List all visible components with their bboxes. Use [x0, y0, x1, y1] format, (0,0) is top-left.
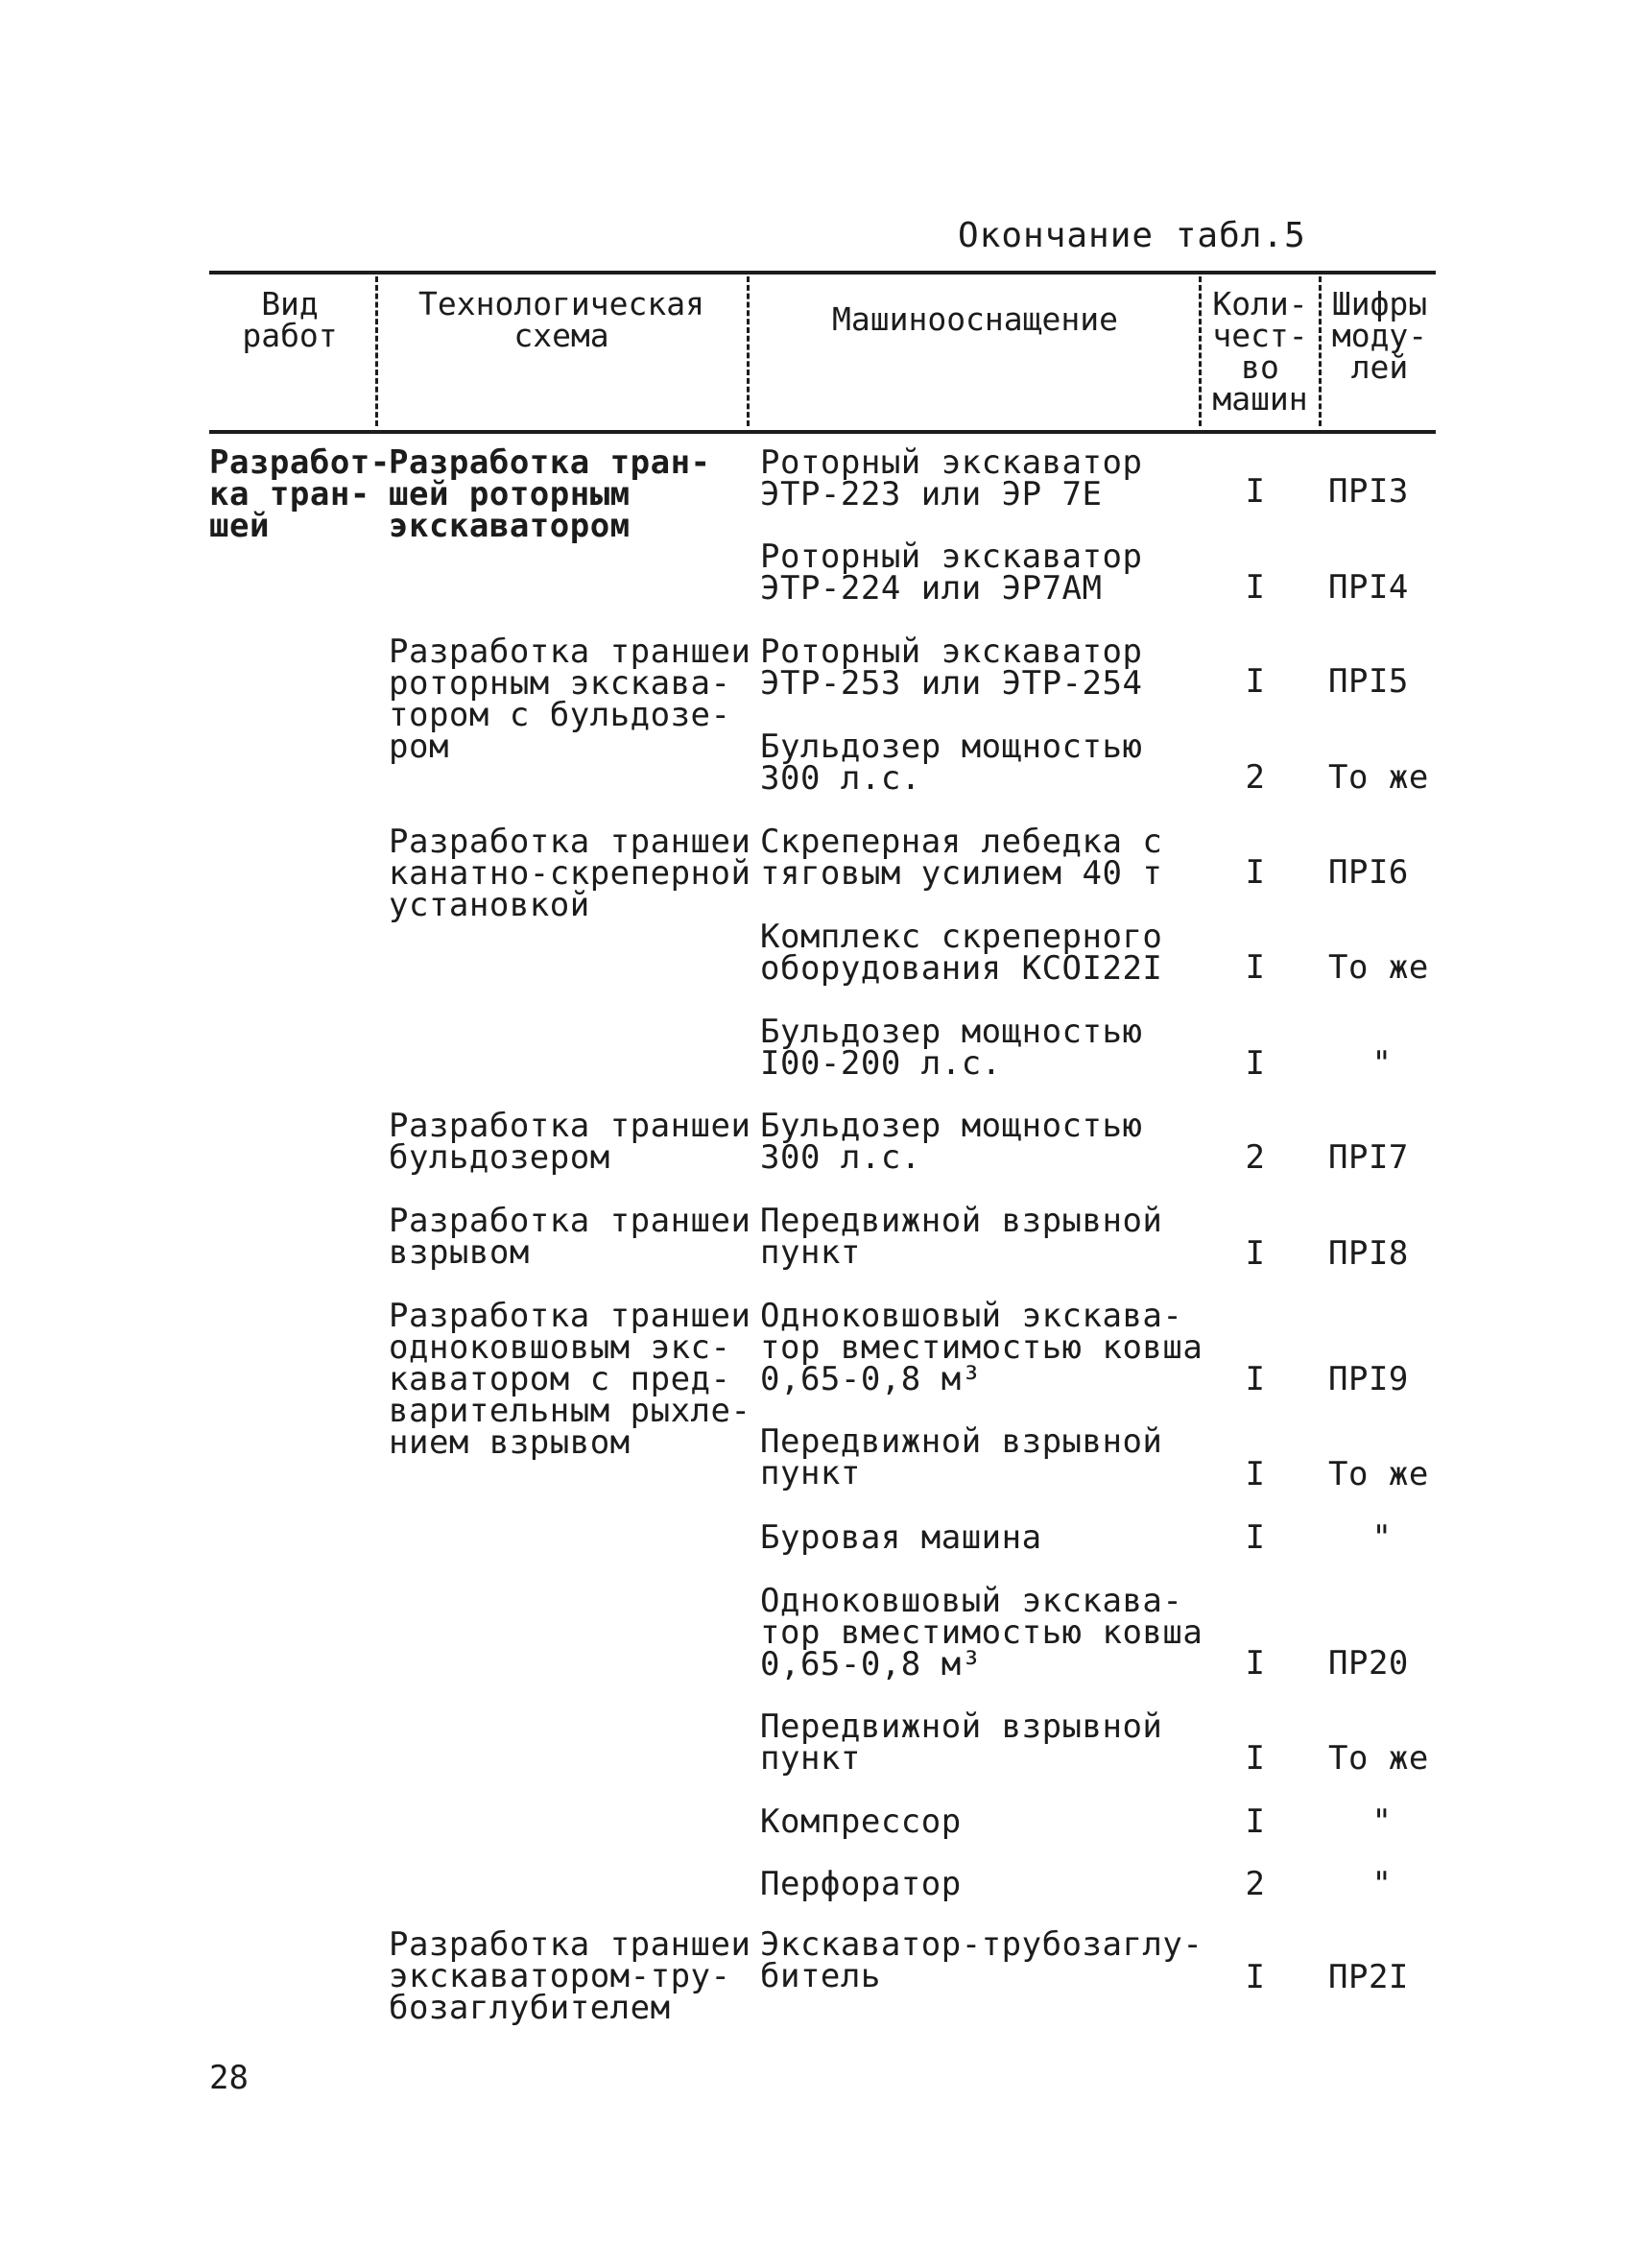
equipment-cell: Роторный экскаватор ЭТР-224 или ЭР7АМ [760, 537, 1143, 608]
header-separator-1 [375, 276, 378, 426]
equipment-cell: Перфоратор [760, 1865, 962, 1903]
table-top-rule [209, 271, 1436, 275]
count-cell: I [1245, 1455, 1266, 1493]
scheme-cell: Разработка тран- шей роторным экскаватором [389, 443, 711, 545]
equipment-cell: Одноковшовый экскава- тор вместимостью ковша 0,65-0,8 м³ [760, 1582, 1203, 1683]
code-cell: ПРI6 [1328, 853, 1409, 892]
header-codes: Шифры моду- лей [1331, 285, 1428, 386]
count-cell: 2 [1245, 1138, 1266, 1177]
code-cell: ПРI3 [1328, 472, 1409, 511]
equipment-cell: Передвижной взрывной пункт [760, 1422, 1163, 1492]
table-header-rule [209, 430, 1436, 434]
equipment-cell: Экскаватор-трубозаглу- битель [760, 1925, 1203, 1995]
code-cell: " [1371, 1802, 1393, 1841]
header-separator-3 [1199, 276, 1202, 426]
equipment-cell: Передвижной взрывной пункт [760, 1202, 1163, 1272]
count-cell: 2 [1245, 1865, 1266, 1903]
scheme-cell: Разработка траншеи роторным экскава- тором с бульдозе- ром [389, 633, 751, 766]
count-cell: I [1245, 853, 1266, 892]
code-cell: ПР2I [1328, 1958, 1409, 1996]
page-number: 28 [209, 2059, 249, 2097]
code-cell: ПРI8 [1328, 1234, 1409, 1273]
code-cell: ПРI7 [1328, 1138, 1409, 1177]
scheme-cell: Разработка траншеи бульдозером [389, 1107, 751, 1177]
count-cell: I [1245, 472, 1266, 511]
code-cell: " [1371, 1518, 1393, 1557]
code-cell: ПР20 [1328, 1644, 1409, 1683]
scheme-cell: Разработка траншеи канатно-скреперной установкой [389, 823, 751, 924]
count-cell: I [1245, 1234, 1266, 1273]
count-cell: I [1245, 568, 1266, 607]
count-cell: I [1245, 662, 1266, 701]
code-cell: То же [1328, 948, 1429, 987]
code-cell: ПРI5 [1328, 662, 1409, 701]
header-work-type: Вид работ [242, 285, 338, 354]
header-separator-2 [747, 276, 750, 426]
equipment-cell: Роторный экскаватор ЭТР-223 или ЭР 7Е [760, 443, 1143, 513]
count-cell: I [1245, 1644, 1266, 1683]
equipment-cell: Одноковшовый экскава- тор вместимостью ковша 0,65-0,8 м³ [760, 1297, 1203, 1398]
code-cell: То же [1328, 1455, 1429, 1493]
count-cell: I [1245, 1802, 1266, 1841]
equipment-cell: Бульдозер мощностью 300 л.с. [760, 728, 1143, 798]
header-equipment: Машинооснащение [831, 300, 1118, 338]
equipment-cell: Роторный экскаватор ЭТР-253 или ЭТР-254 [760, 633, 1143, 703]
equipment-cell: Скреперная лебедка с тяговым усилием 40 т [760, 823, 1163, 893]
equipment-cell: Передвижной взрывной пункт [760, 1707, 1163, 1778]
code-cell: " [1371, 1044, 1393, 1083]
table-caption: Окончание табл.5 [958, 216, 1306, 255]
count-cell: I [1245, 1360, 1266, 1398]
scheme-cell: Разработка траншеи взрывом [389, 1202, 751, 1272]
scheme-cell: Разработка траншеи одноковшовым экс- каватором с пред- варительным рыхле- нием взрывом [389, 1297, 751, 1462]
header-separator-4 [1319, 276, 1322, 426]
equipment-cell: Бульдозер мощностью I00-200 л.с. [760, 1013, 1143, 1083]
code-cell: То же [1328, 1739, 1429, 1778]
code-cell: ПРI9 [1328, 1360, 1409, 1398]
count-cell: I [1245, 948, 1266, 987]
equipment-cell: Буровая машина [760, 1518, 1042, 1557]
equipment-cell: Компрессор [760, 1802, 962, 1841]
count-cell: I [1245, 1958, 1266, 1996]
header-count: Коли- чест- во машин [1212, 285, 1308, 418]
scheme-cell: Разработка траншеи экскаватором-тру- бозаглубителем [389, 1925, 751, 2027]
equipment-cell: Комплекс скреперного оборудования КСОI22I [760, 918, 1163, 988]
count-cell: I [1245, 1044, 1266, 1083]
count-cell: 2 [1245, 758, 1266, 797]
header-scheme: Технологическая схема [417, 285, 704, 354]
work-type-cell: Разработ- ка тран- шей [209, 443, 391, 545]
count-cell: I [1245, 1739, 1266, 1778]
code-cell: " [1371, 1865, 1393, 1903]
equipment-cell: Бульдозер мощностью 300 л.с. [760, 1107, 1143, 1177]
count-cell: I [1245, 1518, 1266, 1557]
code-cell: ПРI4 [1328, 568, 1409, 607]
code-cell: То же [1328, 758, 1429, 797]
